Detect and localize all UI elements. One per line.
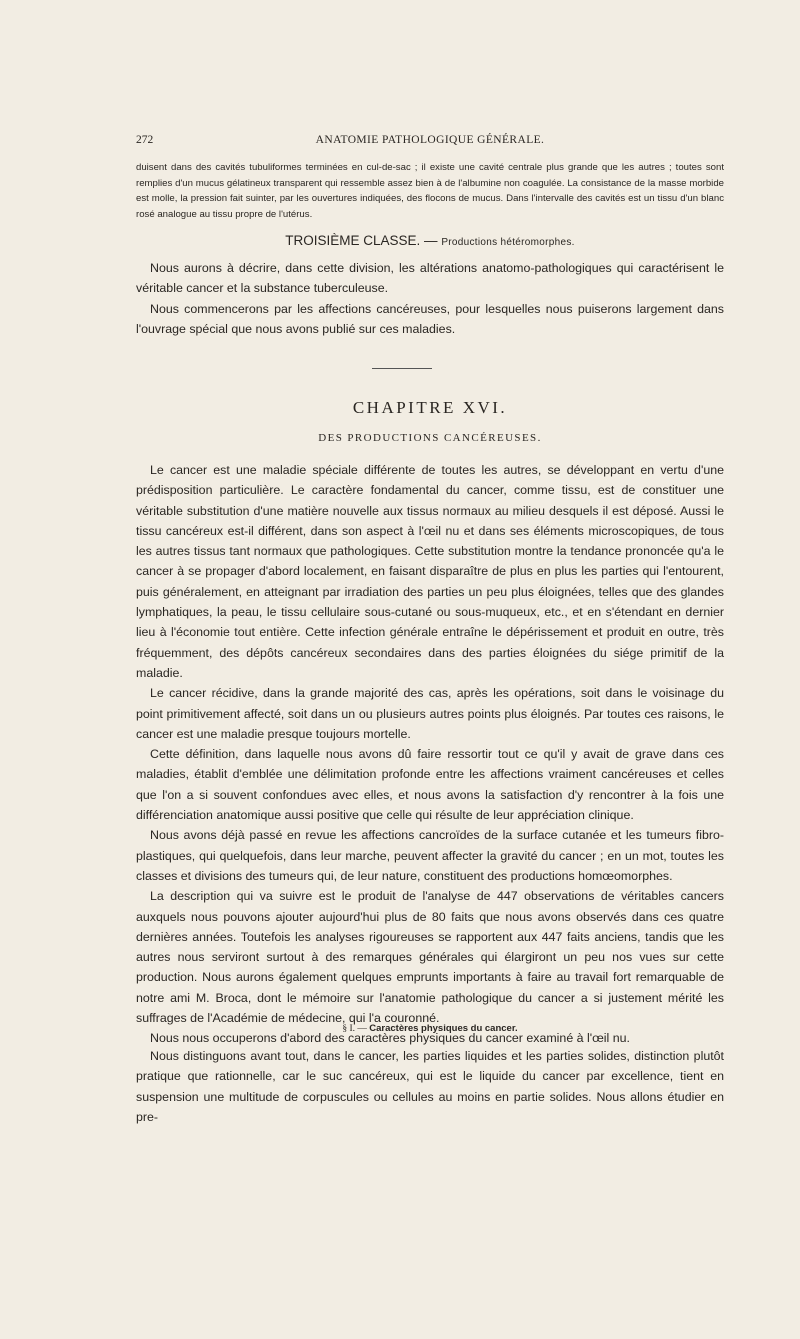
paragraph: Cette définition, dans laquelle nous avons dû faire ressortir tout ce qu'il y avait de grave dans ces maladies, établit d'emblée une délimitation profonde entre les affections vraiment cancéreuses et celles que l'on a si souvent confondues avec elles, et nous avons la satisfaction d'y rencontrer à la fois une différenciation anatomique aussi positive que celle qui résulte de leur appréciation clinique. xyxy=(136,747,724,823)
class-text xyxy=(136,258,724,339)
paragraph: Le cancer est une maladie spéciale différente de toutes les autres, se développant en vertu d'une prédisposition particulière. Le caractère fondamental du cancer, comme tissu, est de constituer une véritable substitution d'une matière nouvelle aux tissus normaux au milieu desquels il est déposé. Aussi le tissu cancéreux est-il différent, dans son aspect à l'œil nu et dans ses éléments microscopiques, de tous les autres tissus tant normaux que pathologiques. Cette substitution montre la tendance prononcée qu'a le cancer à se propager d'abord localement, en faisant disparaître de plus en plus les parties qui l'entourent, puis généralement, en atteignant par irradiation des parties un peu plus éloignées, telles que des glandes lymphatiques, la peau, le tissu cellulaire sous-cutané ou sous-muqueux, etc., et en s'étendant en dernier lieu à l'économie tout entière. Cette infection générale entraîne le dépérissement et produit en outre, très fréquemment, des dépôts cancéreux secondaires dans des parties éloignées du siége primitif de la maladie. xyxy=(136,463,724,680)
page-number: 272 xyxy=(136,134,154,146)
paragraph: La description qui va suivre est le produit de l'analyse de 447 observations de véritables cancers auxquels nous pouvons ajouter aujourd'hui plus de 80 faits que nous avons observés dans ces quatre dernières années. Toutefois les analyses rigoureuses se rapportent aux 447 faits anciens, tandis que les autres nous serviront surtout à des remarques générales qui élargiront un peu nos vues sur cette production. Nous aurons également quelques emprunts importants à faire au travail fort remarquable de notre ami M. Broca, dont le mémoire sur l'anatomie pathologique du cancer a si justement mérité les suffrages de l'Académie de médecine, qui l'a couronné. xyxy=(136,889,724,1026)
running-title: ANATOMIE PATHOLOGIQUE GÉNÉRALE. xyxy=(315,134,545,146)
chapter-text xyxy=(136,460,724,1049)
running-header xyxy=(136,134,724,150)
section-prefix: § I. — xyxy=(342,1024,367,1034)
class-heading xyxy=(136,233,724,248)
paragraph: Le cancer récidive, dans la grande majorité des cas, après les opérations, soit dans le voisinage du point primitivement affecté, soit dans un ou plusieurs autres points plus éloignés. Par toutes ces raisons, le cancer est une maladie presque toujours mortelle. xyxy=(136,686,724,741)
section-title: Caractères physiques du cancer. xyxy=(369,1023,518,1034)
paragraph: Nous aurons à décrire, dans cette division, les altérations anatomo-pathologiques qui caractérisent le véritable cancer et la substance tuberculeuse. xyxy=(136,261,724,296)
separator-rule xyxy=(372,368,432,369)
section-text xyxy=(136,1046,724,1127)
class-heading-main: TROISIÈME CLASSE. — xyxy=(285,233,438,248)
paragraph: Nous commencerons par les affections cancéreuses, pour lesquelles nous puiserons largement dans l'ouvrage spécial que nous avons publié sur ces maladies. xyxy=(136,301,724,336)
paragraph: Nous nous occuperons d'abord des caractères physiques du cancer examiné à l'œil nu. xyxy=(150,1031,630,1046)
chapter-subtitle: DES PRODUCTIONS CANCÉREUSES. xyxy=(318,432,542,444)
paragraph: Nous distinguons avant tout, dans le cancer, les parties liquides et les parties solides, distinction plutôt pratique que rationnelle, car le suc cancéreux, qui est le liquide du cancer par excellence, tient en suspension une multitude de corpuscules ou cellules au moins en partie solides. Nous allons étudier en pre- xyxy=(136,1049,724,1124)
intro-paragraph: duisent dans des cavités tubuliformes terminées en cul-de-sac ; il existe une cavité centrale plus grande que les autres ; toutes sont remplies d'un mucus gélatineux transparent qui ressemble assez bien à de l'albumine non coagulée. La consistance de la masse morbide est molle, la pression fait suinter, par les ouvertures indiquées, des flocons de mucus. Dans l'intervalle des cavités est un tissu d'un blanc rosé analogue au tissu propre de l'utérus. xyxy=(136,162,724,221)
paragraph: Nous avons déjà passé en revue les affections cancroïdes de la surface cutanée et les tumeurs fibro-plastiques, qui quelquefois, dans leur marche, peuvent affecter la gravité du cancer ; en un mot, toutes les classes et divisions des tumeurs qui, de leur nature, constituent des productions homœomorphes. xyxy=(136,828,724,883)
section-heading xyxy=(136,1023,724,1034)
class-heading-sub: Productions hétéromorphes. xyxy=(441,237,575,248)
chapter-title: CHAPITRE XVI. xyxy=(352,398,508,417)
